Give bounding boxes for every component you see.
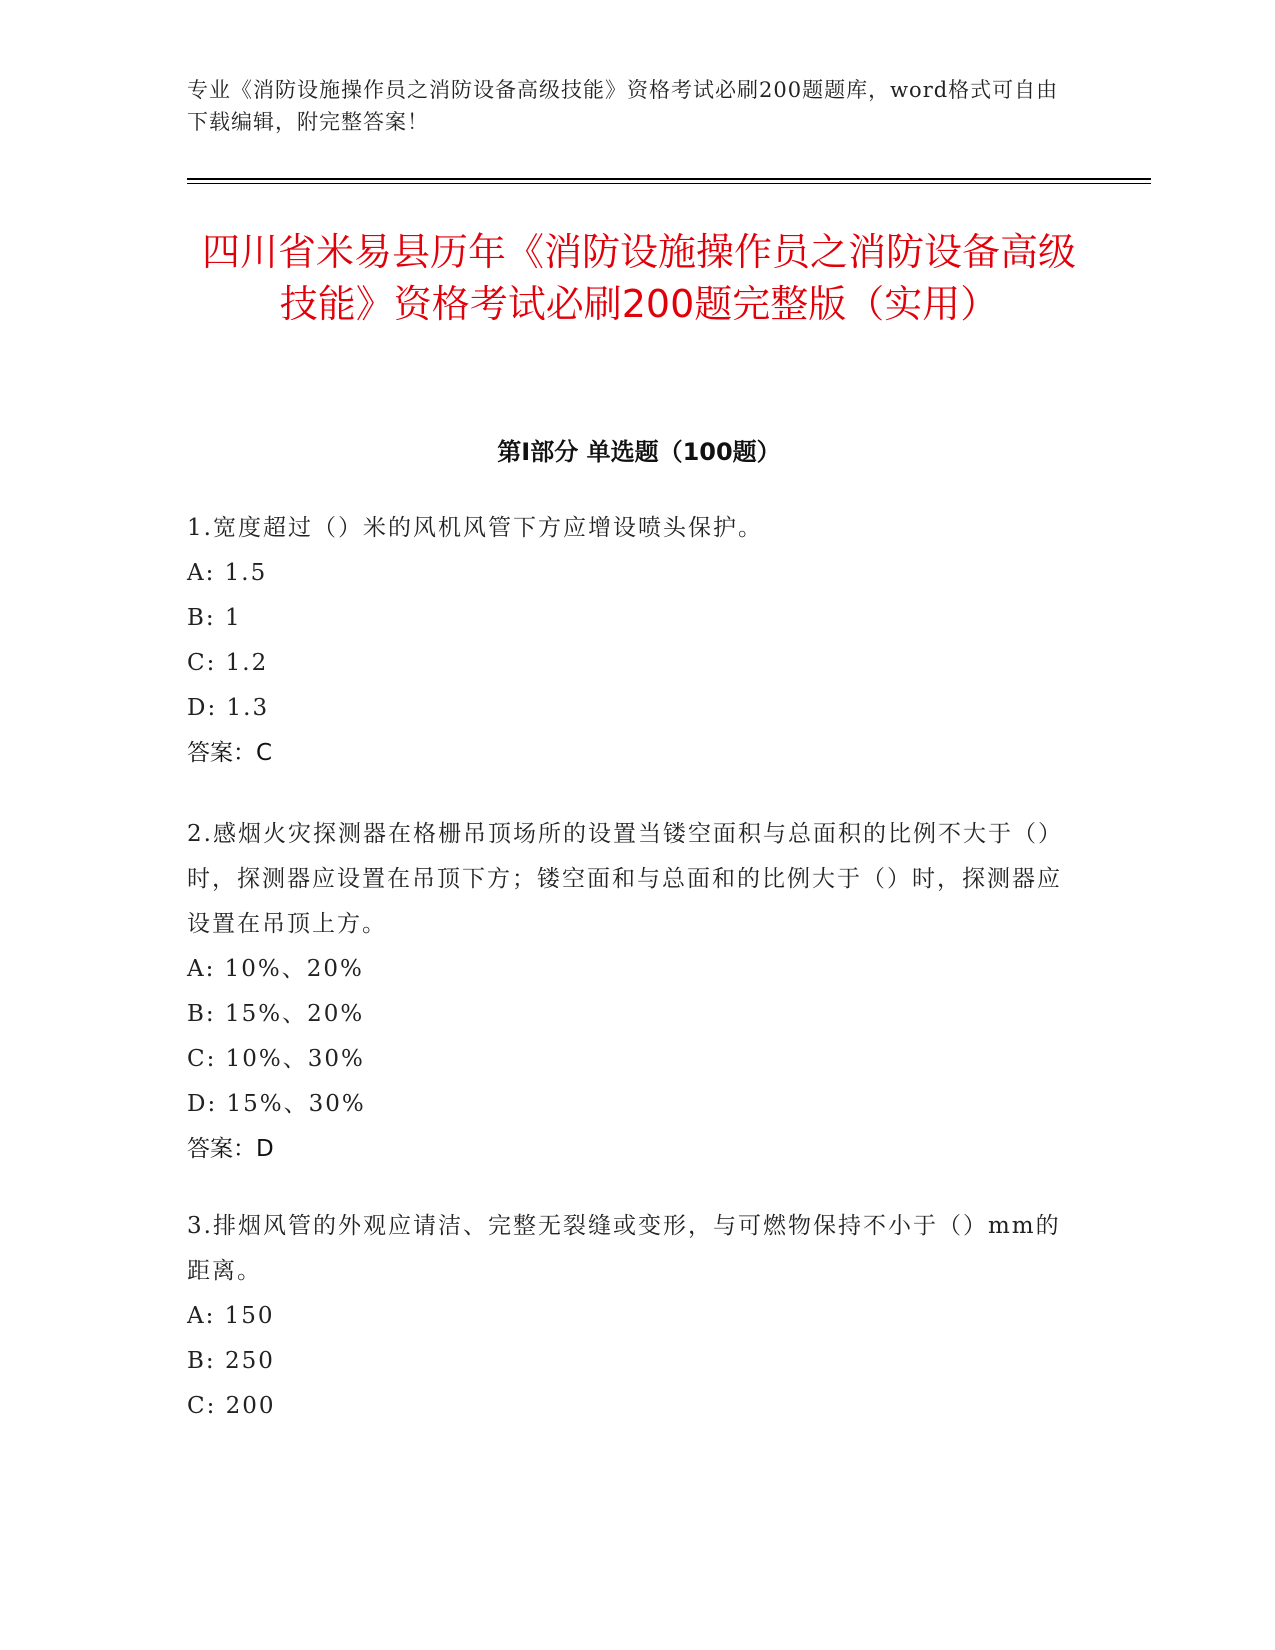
option-b: B: 250 [187, 1348, 275, 1374]
question-stem: 2.感烟火灾探测器在格栅吊顶场所的设置当镂空面积与总面积的比例不大于（）时，探测器应设置在吊顶下方；镂空面和与总面和的比例大于（）时，探测器应设置在吊顶上方。 [187, 821, 1063, 937]
option-c: C: 1.2 [187, 650, 269, 676]
option-d: D: 1.3 [187, 695, 270, 721]
answer: 答案：D [187, 1136, 274, 1162]
header-note: 专业《消防设施操作员之消防设备高级技能》资格考试必刷200题题库，word格式可自由下载编辑，附完整答案！ [187, 78, 1059, 134]
question-2 [187, 812, 1067, 1172]
document-title: 四川省米易县历年《消防设施操作员之消防设备高级技能》资格考试必刷200题完整版（实用） [201, 230, 1076, 326]
option-a: A: 1.5 [187, 560, 268, 586]
header-divider-thin [187, 183, 1151, 184]
section-title: 第Ⅰ部分 单选题（100题） [497, 438, 781, 466]
question-stem: 3.排烟风管的外观应请洁、完整无裂缝或变形，与可燃物保持不小于（）mm的距离。 [187, 1213, 1061, 1284]
option-c: C: 200 [187, 1393, 276, 1419]
answer: 答案：C [187, 740, 273, 766]
question-1 [187, 506, 1067, 776]
question-stem: 1.宽度超过（）米的风机风管下方应增设喷头保护。 [187, 515, 763, 541]
option-b: B: 1 [187, 605, 242, 631]
question-3 [187, 1204, 1067, 1429]
option-c: C: 10%、30% [187, 1046, 365, 1072]
option-a: A: 10%、20% [187, 956, 364, 982]
option-d: D: 15%、30% [187, 1091, 366, 1117]
option-b: B: 15%、20% [187, 1001, 365, 1027]
option-a: A: 150 [187, 1303, 275, 1329]
header-divider-thick [187, 178, 1151, 180]
